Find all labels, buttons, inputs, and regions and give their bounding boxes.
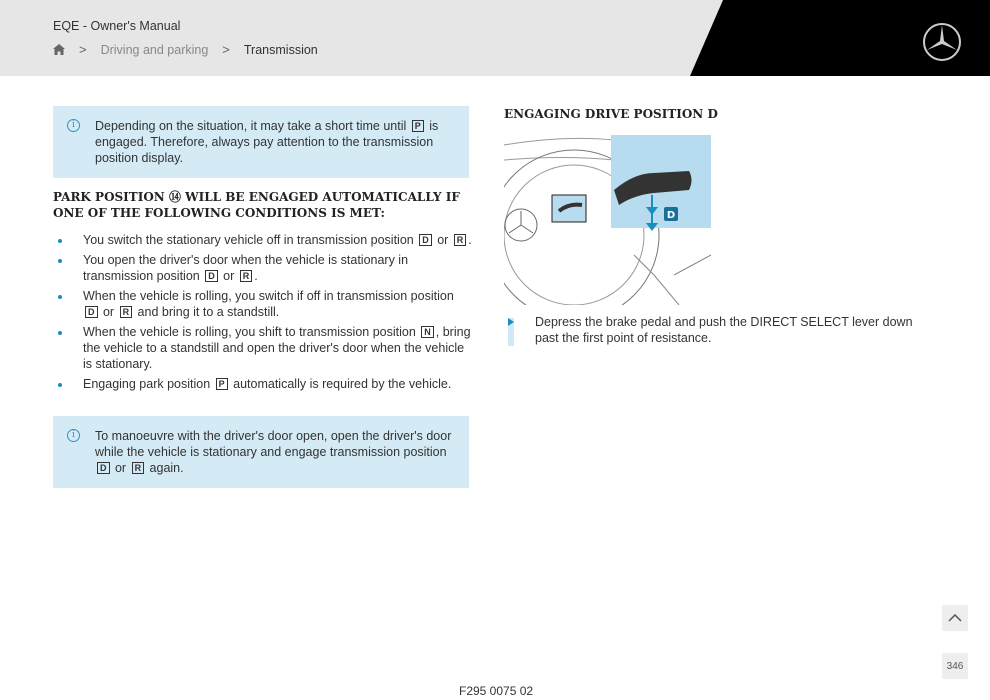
info-icon: i [67, 429, 80, 442]
chevron-right-icon: > [79, 42, 87, 57]
text-segment: To manoeuvre with the driver's door open, open the driver's door while the vehicle is stationary and engage transmission position [95, 429, 452, 459]
mercedes-star-logo [922, 22, 962, 62]
chevron-right-icon: > [222, 42, 230, 57]
text-segment: or [111, 461, 130, 475]
condition-item [53, 232, 473, 248]
home-icon[interactable] [53, 44, 65, 55]
breadcrumb [53, 42, 318, 57]
transmission-key-P: P [412, 120, 424, 132]
text-segment: Depending on the situation, it may take a short time until [95, 119, 410, 133]
transmission-key-P: P [216, 378, 228, 390]
transmission-key-D: D [85, 306, 98, 318]
illustration-d-label: D [666, 210, 676, 221]
condition-item [53, 376, 473, 392]
conditions-list [53, 232, 473, 392]
text-segment: , bring the vehicle to a standstill and open the driver's door when the vehicle is stationary. [83, 325, 471, 371]
transmission-key-R: R [240, 270, 253, 282]
transmission-key-R: R [454, 234, 467, 246]
instruction-step [508, 314, 918, 346]
transmission-key-D: D [205, 270, 218, 282]
page-number-button[interactable]: 346 [942, 653, 968, 679]
text-segment: . [254, 269, 258, 283]
text-segment: You open the driver's door when the vehicle is stationary in transmission position [83, 253, 409, 283]
drive-position-heading: ENGAGING DRIVE POSITION D [504, 107, 718, 121]
text-segment: . [468, 233, 472, 247]
manual-title: EQE - Owner's Manual [53, 19, 181, 33]
text-segment: is engaged. Therefore, always pay attention to the transmission position display. [95, 119, 439, 165]
transmission-key-D: D [97, 462, 110, 474]
info-note-text [95, 118, 455, 166]
info-icon: i [67, 119, 80, 132]
text-segment: Engaging park position [83, 377, 214, 391]
chevron-up-icon [948, 614, 962, 622]
text-segment: and bring it to a standstill. [134, 305, 280, 319]
steering-lever-illustration [504, 135, 711, 305]
text-segment: You switch the stationary vehicle off in transmission position [83, 233, 418, 247]
text-segment: or [99, 305, 118, 319]
info-note-manoeuvre [53, 416, 469, 488]
text-segment: or [433, 233, 452, 247]
figure-caption: F295 0075 02 [459, 684, 534, 698]
breadcrumb-transmission: Transmission [243, 42, 318, 57]
text-segment: When the vehicle is rolling, you switch if off in transmission position [83, 289, 454, 303]
condition-item [53, 288, 473, 320]
info-note-park [53, 106, 469, 178]
transmission-key-R: R [132, 462, 145, 474]
text-segment: When the vehicle is rolling, you shift to transmission position [83, 325, 420, 339]
step-arrow-icon [508, 318, 514, 346]
text-segment: or [219, 269, 238, 283]
header [0, 0, 990, 76]
text-segment: again. [146, 461, 184, 475]
park-position-heading: PARK POSITION ⑭ WILL BE ENGAGED AUTOMATICALLY IF ONE OF THE FOLLOWING CONDITIONS IS MET: [53, 190, 460, 220]
info-note-text [95, 428, 455, 476]
breadcrumb-driving-and-parking[interactable]: Driving and parking [100, 42, 209, 57]
step-text: Depress the brake pedal and push the DIRECT SELECT lever down past the first point of resistance. [535, 315, 913, 345]
condition-item [53, 324, 473, 372]
scroll-to-top-button[interactable] [942, 605, 968, 631]
text-segment: automatically is required by the vehicle. [229, 377, 452, 391]
transmission-key-D: D [419, 234, 432, 246]
conditions-column [53, 232, 473, 488]
condition-item [53, 252, 473, 284]
transmission-key-N: N [421, 326, 434, 338]
transmission-key-R: R [120, 306, 133, 318]
